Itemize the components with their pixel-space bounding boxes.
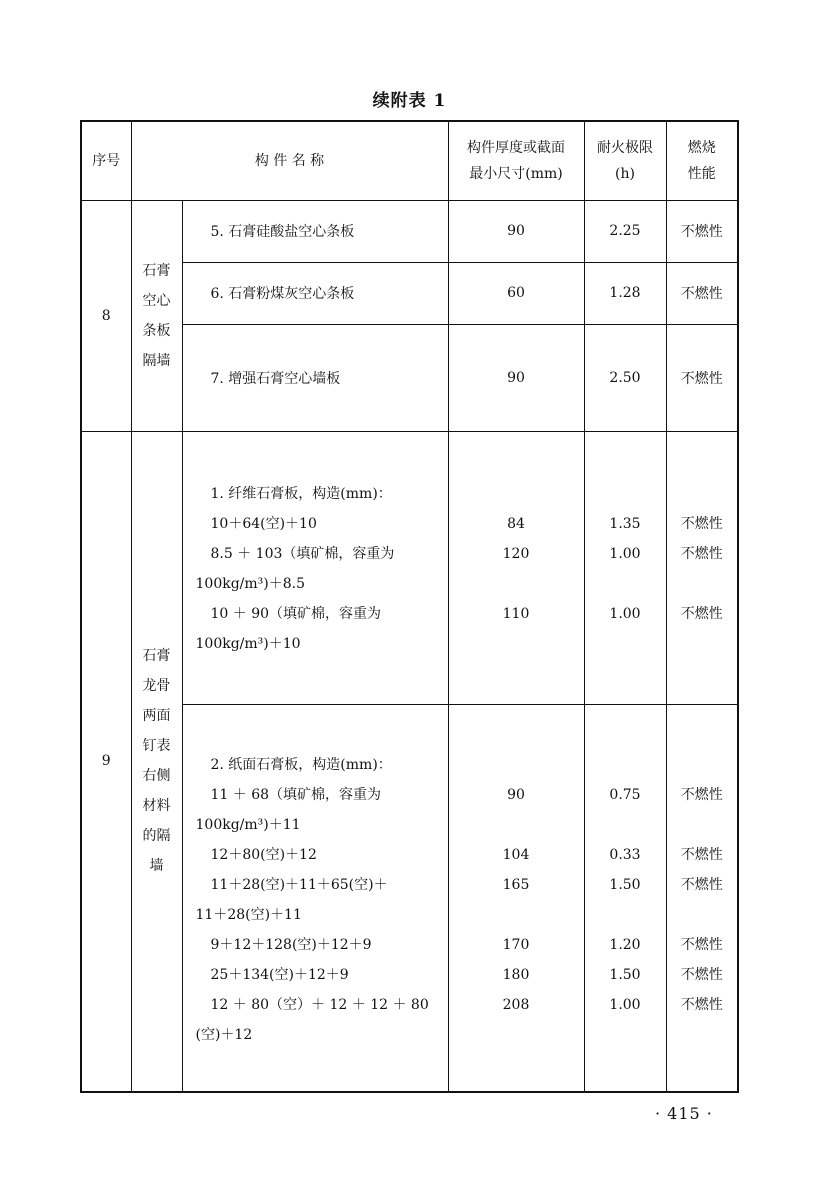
size-value: 60 — [448, 262, 584, 324]
name-line: 100kg/m³)＋8.5 — [195, 575, 305, 592]
burn-value: 不燃性 — [680, 515, 723, 532]
fire-value: 1.00 — [609, 996, 641, 1013]
name-line: 10 ＋ 90（填矿棉，容重为 — [210, 605, 382, 622]
table-title: 续附表 1 — [372, 91, 447, 111]
header-fire-line1: 耐火极限 — [597, 139, 654, 156]
fire-value: 0.33 — [609, 846, 641, 863]
name-line: 11 ＋ 68（填矿棉，容重为 — [210, 786, 382, 803]
fire-block — [584, 431, 666, 704]
fire-value: 1.20 — [609, 936, 641, 953]
component-name-block — [182, 704, 448, 1092]
fire-value — [585, 900, 666, 930]
burn-value: 不燃性 — [680, 846, 723, 863]
name-line: 1. 纤维石膏板，构造(mm)： — [210, 485, 392, 502]
name-line: 11＋28(空)＋11 — [195, 906, 302, 923]
size-value: 120 — [502, 545, 530, 562]
size-value — [449, 900, 584, 930]
burn-value: 不燃性 — [666, 324, 738, 431]
fire-value: 2.50 — [584, 324, 666, 431]
table-row — [81, 431, 738, 704]
burn-value: 不燃性 — [680, 936, 723, 953]
group9-label — [131, 431, 182, 1092]
group8-seq: 8 — [81, 200, 131, 431]
name-line: 10＋64(空)＋10 — [210, 515, 317, 532]
group8-label — [131, 200, 182, 431]
name-line: 12＋80(空)＋12 — [210, 846, 317, 863]
fire-value: 0.75 — [609, 786, 641, 803]
size-value: 208 — [502, 996, 530, 1013]
component-name-block — [182, 431, 448, 704]
page-number: · 415 · — [655, 1104, 713, 1123]
name-line: 8.5 ＋ 103（填矿棉，容重为 — [210, 545, 395, 562]
component-name: 6. 石膏粉煤灰空心条板 — [182, 262, 448, 324]
size-value: 110 — [502, 605, 530, 622]
fire-value — [585, 629, 666, 659]
burn-value: 不燃性 — [680, 786, 723, 803]
name-line: 25＋134(空)＋12＋9 — [210, 966, 349, 983]
group9-label-line: 材料 — [142, 798, 171, 815]
fire-value: 1.35 — [609, 515, 641, 532]
group9-seq: 9 — [81, 431, 131, 1092]
fire-resistance-table — [80, 120, 739, 1093]
group8-label-line: 空心 — [142, 292, 171, 309]
name-line: (空)＋12 — [195, 1026, 253, 1043]
burn-value — [667, 629, 738, 659]
fire-value: 1.28 — [584, 262, 666, 324]
fire-value — [585, 750, 666, 780]
group8-label-line: 隔墙 — [142, 352, 171, 369]
burn-value: 不燃性 — [666, 262, 738, 324]
group9-label-line: 右侧 — [142, 768, 171, 785]
size-value: 180 — [502, 966, 530, 983]
size-block — [448, 704, 584, 1092]
header-seq: 序号 — [81, 121, 131, 200]
name-line: 12 ＋ 80（空）＋ 12 ＋ 12 ＋ 80 — [210, 996, 429, 1013]
header-fire — [584, 121, 666, 200]
fire-value — [585, 479, 666, 509]
group9-label-line: 两面 — [142, 708, 171, 725]
burn-block — [666, 431, 738, 704]
group9-label-line: 墙 — [149, 858, 164, 875]
name-line: 100kg/m³)＋10 — [195, 635, 301, 652]
fire-value — [585, 1020, 666, 1050]
header-size-line1: 构件厚度或截面 — [467, 139, 566, 156]
header-name: 构 件 名 称 — [131, 121, 448, 200]
burn-value — [667, 569, 738, 599]
size-value — [449, 479, 584, 509]
size-value: 90 — [507, 786, 525, 803]
burn-value: 不燃性 — [680, 876, 723, 893]
group9-label-line: 石膏 — [142, 648, 171, 665]
burn-value — [667, 1020, 738, 1050]
size-value — [449, 629, 584, 659]
size-value — [449, 810, 584, 840]
fire-value — [585, 810, 666, 840]
group9-label-line: 的隔 — [142, 828, 171, 845]
header-burn-line1: 燃烧 — [687, 139, 716, 156]
size-value: 104 — [502, 846, 530, 863]
size-value: 170 — [502, 936, 530, 953]
size-value: 90 — [448, 324, 584, 431]
name-line: 100kg/m³)＋11 — [195, 816, 301, 833]
size-value — [449, 569, 584, 599]
size-value: 90 — [448, 200, 584, 262]
burn-value: 不燃性 — [680, 605, 723, 622]
burn-value: 不燃性 — [680, 996, 723, 1013]
component-name: 5. 石膏硅酸盐空心条板 — [182, 200, 448, 262]
burn-value: 不燃性 — [666, 200, 738, 262]
fire-value: 1.00 — [609, 605, 641, 622]
group8-label-line: 条板 — [142, 322, 171, 339]
header-burn — [666, 121, 738, 200]
name-line: 2. 纸面石膏板，构造(mm)： — [210, 756, 392, 773]
fire-value — [585, 569, 666, 599]
burn-value: 不燃性 — [680, 966, 723, 983]
burn-value — [667, 750, 738, 780]
group9-label-line: 钉表 — [142, 738, 171, 755]
header-size-line2: 最小尺寸(mm) — [469, 165, 563, 182]
group9-label-line: 龙骨 — [142, 678, 171, 695]
size-value: 84 — [507, 515, 525, 532]
size-value — [449, 750, 584, 780]
fire-block — [584, 704, 666, 1092]
burn-value — [667, 479, 738, 509]
fire-value: 1.00 — [609, 545, 641, 562]
fire-value: 1.50 — [609, 876, 641, 893]
fire-value: 2.25 — [584, 200, 666, 262]
component-name: 7. 增强石膏空心墙板 — [182, 324, 448, 431]
name-line: 9＋12＋128(空)＋12＋9 — [210, 936, 372, 953]
burn-block — [666, 704, 738, 1092]
group8-label-line: 石膏 — [142, 262, 171, 279]
size-block — [448, 431, 584, 704]
header-size — [448, 121, 584, 200]
burn-value — [667, 900, 738, 930]
burn-value: 不燃性 — [680, 545, 723, 562]
header-fire-line2: (h) — [615, 165, 635, 182]
table-row — [81, 200, 738, 262]
size-value: 165 — [502, 876, 530, 893]
fire-value: 1.50 — [609, 966, 641, 983]
name-line: 11＋28(空)＋11＋65(空)＋ — [210, 876, 388, 893]
header-burn-line2: 性能 — [687, 165, 716, 182]
size-value — [449, 1020, 584, 1050]
header-row — [81, 121, 738, 200]
burn-value — [667, 810, 738, 840]
